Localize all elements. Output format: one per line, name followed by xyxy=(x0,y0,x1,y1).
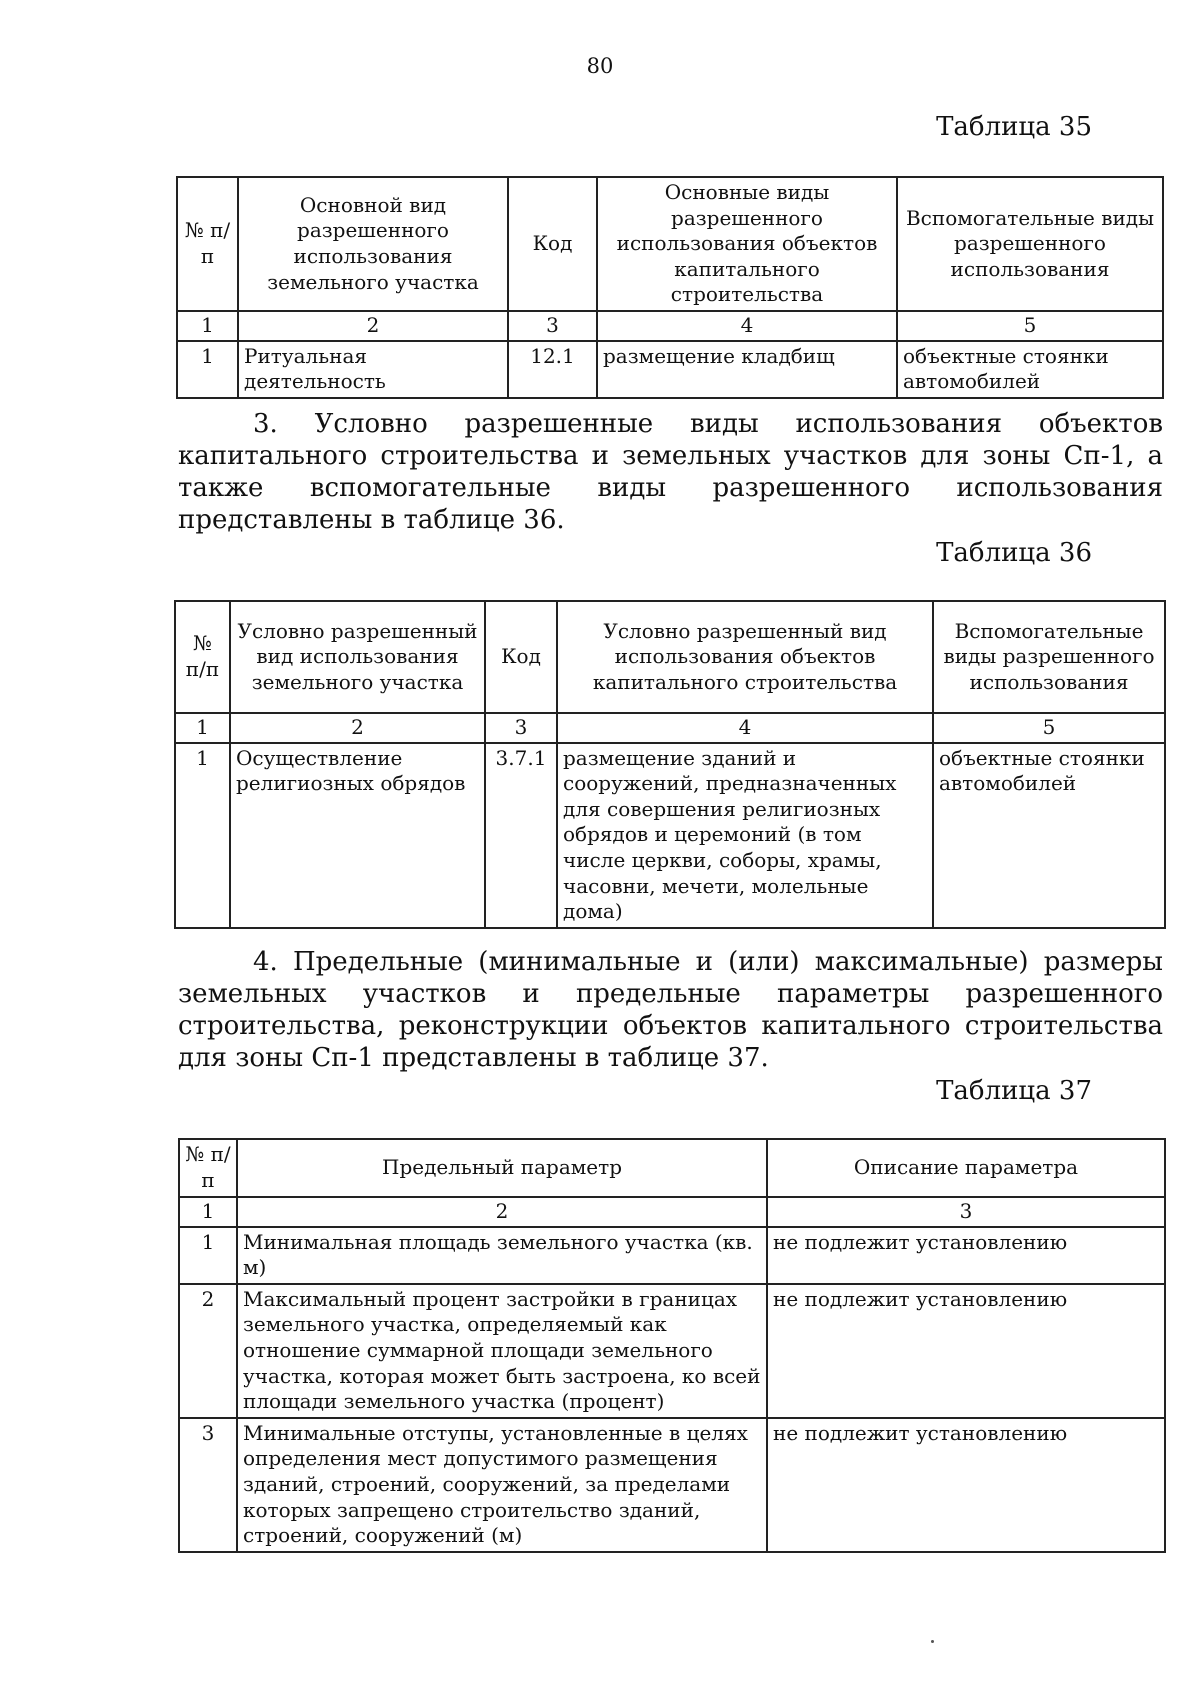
use-code: 3.7.1 xyxy=(485,743,557,928)
page-number: 80 xyxy=(586,54,614,78)
row-number: 1 xyxy=(177,341,238,398)
main-use-type: Ритуальная деятельность xyxy=(238,341,508,398)
header-cell: Описание параметра xyxy=(767,1139,1165,1197)
column-number: 3 xyxy=(767,1197,1165,1227)
table-35-caption: Таблица 35 xyxy=(936,112,1092,142)
use-code: 12.1 xyxy=(508,341,597,398)
table-row xyxy=(179,1284,1165,1418)
parameter-name: Максимальный процент застройки в границах земельного участка, определяемый как отношение суммарной площади земельного участка, которая может быть застроена, ко всей площади земельного участка (процент) xyxy=(237,1284,767,1418)
header-cell: Основной вид разрешенного использования земельного участка xyxy=(238,177,508,311)
table-36 xyxy=(174,600,1166,929)
column-number: 1 xyxy=(177,311,238,341)
row-number: 2 xyxy=(179,1284,237,1418)
auxiliary-use: объектные стоянки автомобилей xyxy=(897,341,1163,398)
header-cell: Вспомогательные виды разрешенного использования xyxy=(897,177,1163,311)
header-cell: Условно разрешенный вид использования объектов капитального строительства xyxy=(557,601,933,713)
parameter-description: не подлежит установлению xyxy=(767,1418,1165,1552)
table-36-caption: Таблица 36 xyxy=(936,538,1092,568)
column-number: 3 xyxy=(485,713,557,743)
table-37 xyxy=(178,1138,1166,1553)
table-35 xyxy=(176,176,1164,399)
header-cell: № п/п xyxy=(179,1139,237,1197)
header-cell: № п/п xyxy=(177,177,238,311)
paragraph-4: 4. Предельные (минимальные и (или) максимальные) размеры земельных участков и предельные параметры разрешенного строительства, реконструкции объектов капитального строительства для зоны Сп-1 представлены в таблице 37. xyxy=(178,947,1163,1073)
header-cell: № п/п xyxy=(175,601,230,713)
column-number: 5 xyxy=(933,713,1165,743)
column-number: 4 xyxy=(557,713,933,743)
header-cell: Код xyxy=(508,177,597,311)
construction-use: размещение зданий и сооружений, предназначенных для совершения религиозных обрядов и церемоний (в том числе церкви, соборы, храмы, часовни, мечети, молельные дома) xyxy=(557,743,933,928)
table-row xyxy=(179,1227,1165,1284)
column-number: 2 xyxy=(230,713,485,743)
table-row xyxy=(177,341,1163,398)
parameter-name: Минимальная площадь земельного участка (кв. м) xyxy=(237,1227,767,1284)
column-number: 1 xyxy=(179,1197,237,1227)
column-number: 1 xyxy=(175,713,230,743)
table-row xyxy=(179,1418,1165,1552)
auxiliary-use: объектные стоянки автомобилей xyxy=(933,743,1165,928)
construction-use: размещение кладбищ xyxy=(597,341,897,398)
header-cell: Условно разрешенный вид использования земельного участка xyxy=(230,601,485,713)
row-number: 1 xyxy=(179,1227,237,1284)
table-row xyxy=(175,743,1165,928)
conditional-use-type: Осуществление религиозных обрядов xyxy=(230,743,485,928)
row-number: 3 xyxy=(179,1418,237,1552)
row-number: 1 xyxy=(175,743,230,928)
parameter-name: Минимальные отступы, установленные в целях определения мест допустимого размещения зданий, строений, сооружений, за пределами которых запрещено строительство зданий, строений, сооружений (м) xyxy=(237,1418,767,1552)
paragraph-3: 3. Условно разрешенные виды использования объектов капитального строительства и земельных участков для зоны Сп-1, а также вспомогательные виды разрешенного использования представлены в таблице 36. xyxy=(178,409,1163,535)
parameter-description: не подлежит установлению xyxy=(767,1227,1165,1284)
column-number: 3 xyxy=(508,311,597,341)
column-number: 5 xyxy=(897,311,1163,341)
column-number: 2 xyxy=(237,1197,767,1227)
table-37-caption: Таблица 37 xyxy=(936,1076,1092,1106)
scan-artifact xyxy=(931,1640,934,1643)
header-cell: Код xyxy=(485,601,557,713)
header-cell: Предельный параметр xyxy=(237,1139,767,1197)
column-number: 4 xyxy=(597,311,897,341)
column-number: 2 xyxy=(238,311,508,341)
parameter-description: не подлежит установлению xyxy=(767,1284,1165,1418)
header-cell: Основные виды разрешенного использования объектов капитального строительства xyxy=(597,177,897,311)
header-cell: Вспомогательные виды разрешенного использования xyxy=(933,601,1165,713)
